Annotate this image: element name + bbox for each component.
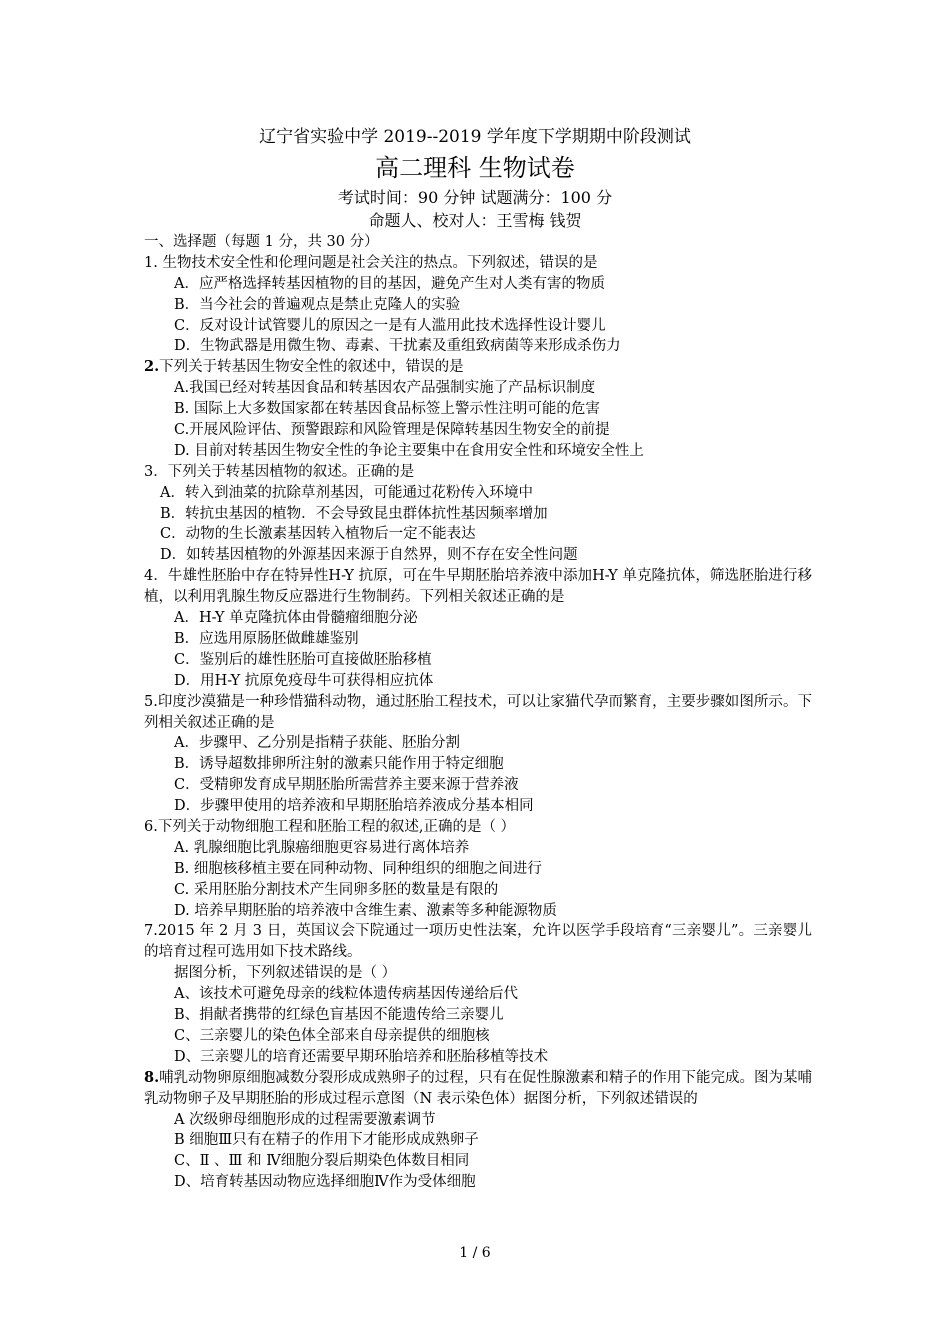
question-3-option-d: D．如转基因植物的外源基因来源于自然界，则不存在安全性问题	[160, 547, 578, 564]
exam-time-info: 考试时间：90 分钟 试题满分：100 分	[337, 188, 613, 207]
question-6-stem: 6.下列关于动物细胞工程和胚胎工程的叙述,正确的是（ ）	[144, 819, 516, 835]
question-3-option-a: A．转入到油菜的抗除草剂基因，可能通过花粉传入环境中	[160, 484, 533, 501]
question-6-option-b: B. 细胞核移植主要在同种动物、同种组织的细胞之间进行	[174, 860, 542, 877]
question-1-option-b: B．当今社会的普遍观点是禁止克隆人的实验	[174, 296, 461, 313]
exam-authors: 命题人、校对人：王雪梅 钱贺	[368, 211, 582, 230]
question-2-option-d: D. 目前对转基因生物安全性的争论主要集中在食用安全性和环境安全性上	[174, 442, 644, 459]
exam-content	[144, 232, 812, 1193]
question-5-stem: 5.印度沙漠猫是一种珍惜猫科动物，通过胚胎工程技术，可以让家猫代孕而繁育，主要步骤如图所示。下列相关叙述正确的是	[144, 693, 812, 731]
question-2-option-c: C.开展风险评估、预警跟踪和风险管理是保障转基因生物安全的前提	[174, 422, 610, 439]
exam-subject-title: 高二理科 生物试卷	[375, 154, 575, 182]
question-7-option-a: A、该技术可避免母亲的线粒体遗传病基因传递给后代	[174, 986, 518, 1003]
question-2-option-a: A.我国已经对转基因食品和转基因农产品强制实施了产品标识制度	[174, 380, 596, 397]
question-8-option-c: C、Ⅱ 、Ⅲ 和 Ⅳ细胞分裂后期染色体数目相同	[174, 1153, 470, 1170]
question-8-number: 8.	[144, 1068, 160, 1086]
question-2-text: 下列关于转基因生物安全性的叙述中，错误的是	[159, 359, 464, 376]
question-3-option-c: C．动物的生长激素基因转入植物后一定不能表达	[160, 526, 476, 543]
question-1-option-a: A．应严格选择转基因植物的目的基因，避免产生对人类有害的物质	[174, 275, 605, 292]
question-2-stem	[144, 357, 812, 378]
question-2-number: 2.	[144, 358, 160, 376]
school-title: 辽宁省实验中学 2019--2019 学年度下学期期中阶段测试	[259, 127, 691, 147]
question-6-option-d: D. 培养早期胚胎的培养液中含维生素、激素等多种能源物质	[174, 902, 557, 919]
question-5-option-b: B．诱导超数排卵所注射的激素只能作用于特定细胞	[174, 756, 504, 773]
question-3-stem: 3．下列关于转基因植物的叙述。正确的是	[144, 463, 415, 480]
question-8-option-a: A 次级卵母细胞形成的过程需要激素调节	[174, 1111, 436, 1128]
question-4-option-c: C．鉴别后的雄性胚胎可直接做胚胎移植	[174, 651, 432, 668]
question-5-option-d: D．步骤甲使用的培养液和早期胚胎培养液成分基本相同	[174, 798, 534, 815]
question-1-option-c: C．反对设计试管婴儿的原因之一是有人滥用此技术选择性设计婴儿	[174, 317, 606, 334]
question-4-option-a: A．H-Y 单克隆抗体由骨髓瘤细胞分泌	[174, 610, 418, 627]
question-5-option-c: C．受精卵发育成早期胚胎所需营养主要来源于营养液	[174, 777, 519, 794]
question-1-option-d: D．生物武器是用微生物、毒素、干扰素及重组致病菌等来形成杀伤力	[174, 338, 621, 355]
question-7-option-b: B、捐献者携带的红绿色盲基因不能遗传给三亲婴儿	[174, 1007, 504, 1024]
page-number: 1 / 6	[459, 1245, 491, 1261]
question-7-option-c: C、三亲婴儿的染色体全部来自母亲提供的细胞核	[174, 1027, 490, 1044]
question-4-option-d: D．用H-Y 抗原免疫母牛可获得相应抗体	[174, 672, 434, 689]
question-7-stem: 7.2015 年 2 月 3 日，英国议会下院通过一项历史性法案，允许以医学手段培育“三亲婴儿”。三亲婴儿的培育过程可选用如下技术路线。	[144, 923, 812, 961]
question-1-stem: 1. 生物技术安全性和伦理问题是社会关注的热点。下列叙述，错误的是	[144, 254, 598, 271]
question-8-stem	[144, 1068, 812, 1110]
question-8-text: 哺乳动物卵原细胞减数分裂形成成熟卵子的过程，只有在促性腺激素和精子的作用下能完成。图为某哺乳动物卵子及早期胚胎的形成过程示意图（N 表示染色体）据图分析，下列叙述错误的	[144, 1069, 812, 1107]
question-2-option-b: B. 国际上大多数国家都在转基因食品标签上警示性注明可能的危害	[174, 401, 600, 418]
question-8-option-d: D、培育转基因动物应选择细胞Ⅳ作为受体细胞	[174, 1174, 476, 1191]
question-7-prompt: 据图分析，下列叙述错误的是（ ）	[174, 965, 397, 982]
question-6-option-a: A. 乳腺细胞比乳腺癌细胞更容易进行离体培养	[174, 839, 470, 856]
question-4-option-b: B．应选用原肠胚做雌雄鉴别	[174, 630, 359, 647]
question-8-option-b: B 细胞Ⅲ只有在精子的作用下才能形成成熟卵子	[174, 1132, 479, 1149]
question-7-option-d: D、三亲婴儿的培育还需要早期环胎培养和胚胎移植等技术	[174, 1048, 549, 1065]
question-4-stem: 4．牛雄性胚胎中存在特异性H-Y 抗原，可在牛早期胚胎培养液中添加H-Y 单克隆抗体，筛选胚胎进行移植，以利用乳腺生物反应器进行生物制药。下列相关叙述正确的是	[144, 568, 812, 606]
question-6-option-c: C. 采用胚胎分割技术产生同卵多胚的数量是有限的	[174, 881, 499, 898]
question-5-option-a: A．步骤甲、乙分别是指精子获能、胚胎分割	[174, 735, 460, 752]
question-3-option-b: B．转抗虫基因的植物．不会导致昆虫群体抗性基因频率增加	[160, 505, 548, 522]
section-title: 一、选择题（每题 1 分，共 30 分）	[144, 234, 379, 250]
